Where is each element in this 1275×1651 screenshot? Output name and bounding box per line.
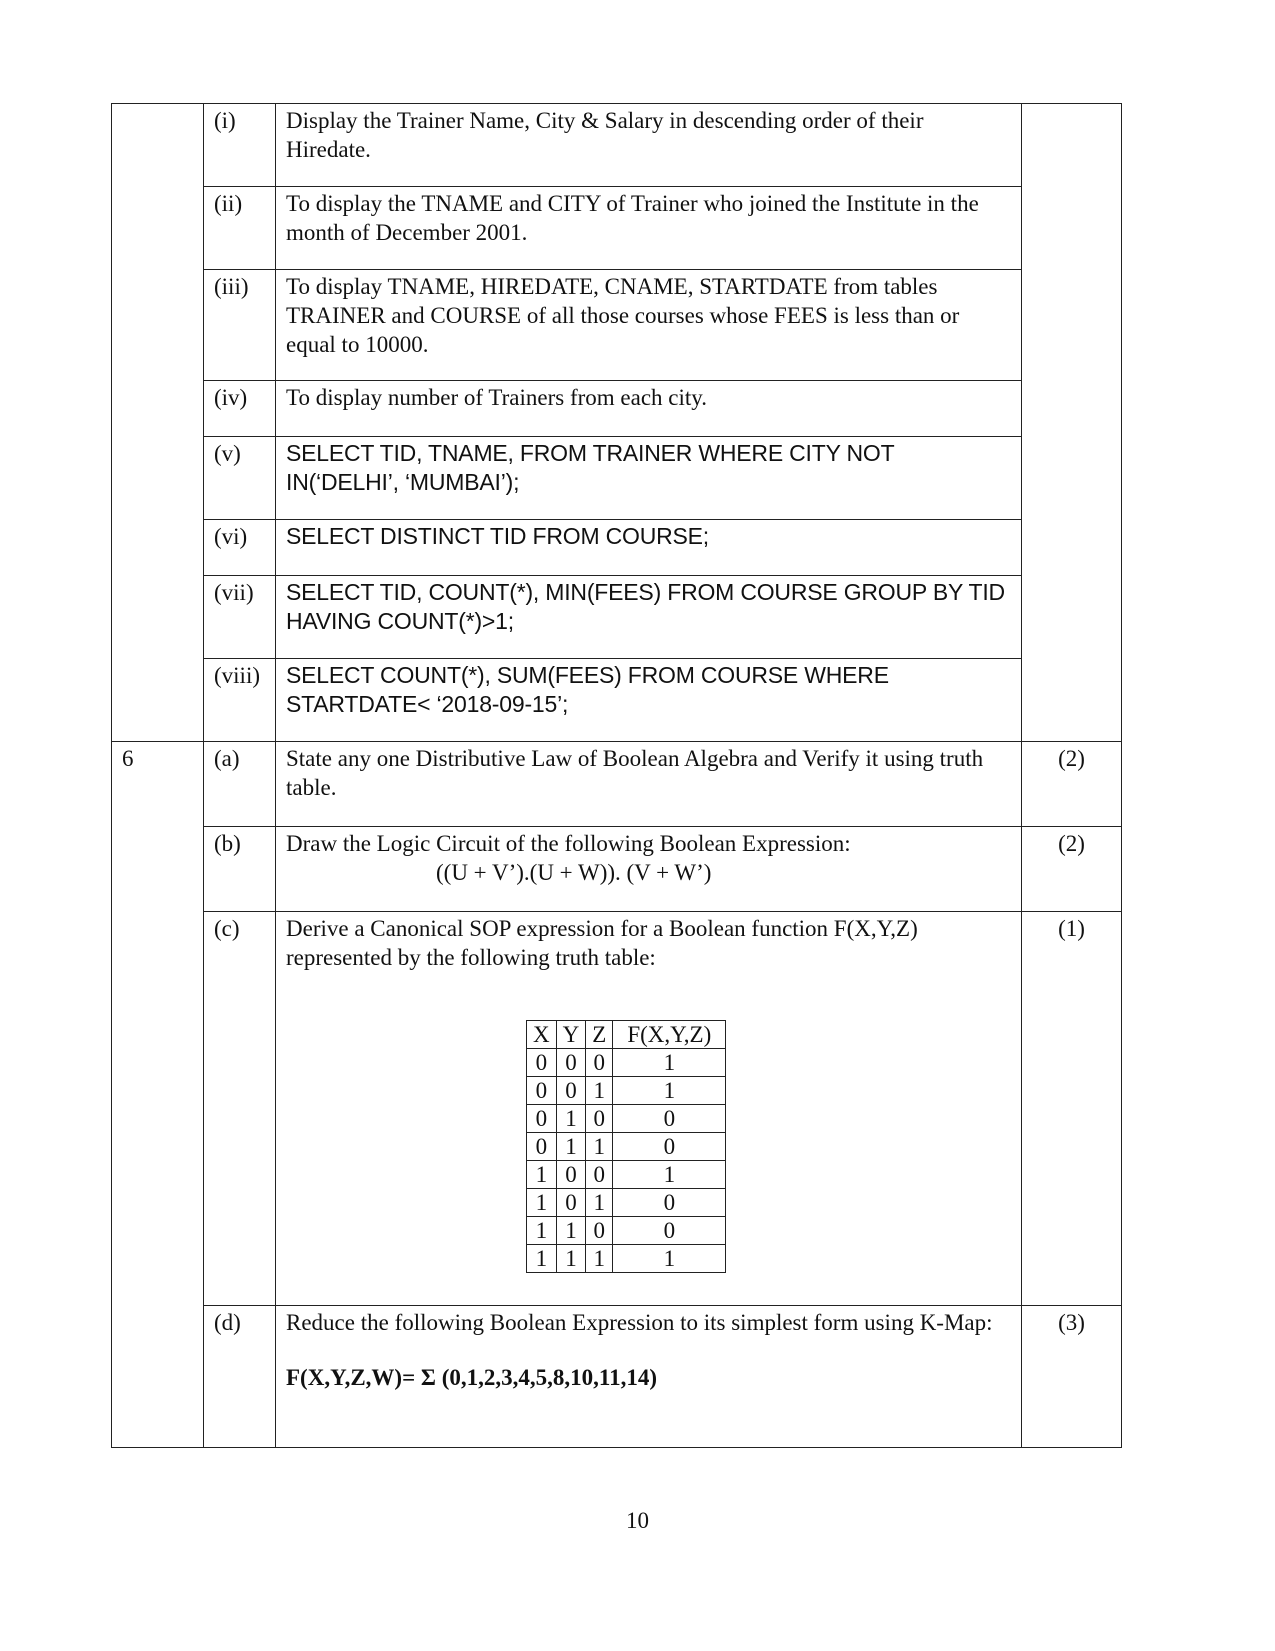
marks: (2) — [1022, 827, 1122, 912]
cell: 0 — [586, 1105, 613, 1133]
truth-table-row — [527, 1245, 726, 1273]
question-table — [111, 103, 1122, 1448]
cell: 1 — [586, 1245, 613, 1273]
item-text: State any one Distributive Law of Boolean Algebra and Verify it using truth table. — [276, 742, 1022, 827]
sql-item-row — [112, 104, 1122, 187]
marks: (3) — [1022, 1306, 1122, 1448]
cell: 1 — [556, 1133, 586, 1161]
cell: 0 — [613, 1217, 726, 1245]
item-text: SELECT TID, TNAME, FROM TRAINER WHERE CITY NOT IN(‘DELHI’, ‘MUMBAI’); — [276, 437, 1022, 520]
item-label: (i) — [204, 104, 276, 187]
cell: 0 — [556, 1189, 586, 1217]
q6a-row — [112, 742, 1122, 827]
cell: 0 — [556, 1161, 586, 1189]
q6b-row — [112, 827, 1122, 912]
cell: 1 — [586, 1133, 613, 1161]
cell: 0 — [586, 1161, 613, 1189]
sql-item-row — [112, 659, 1122, 742]
item-text: To display the TNAME and CITY of Trainer who joined the Institute in the month of December 2001. — [276, 187, 1022, 270]
item-text: Reduce the following Boolean Expression to its simplest form using K-Map: — [286, 1310, 993, 1335]
question-number-cell — [112, 104, 204, 187]
truth-table — [526, 1020, 726, 1273]
sql-item-row — [112, 187, 1122, 270]
cell: 1 — [613, 1161, 726, 1189]
sql-item-row — [112, 381, 1122, 437]
item-label: (a) — [204, 742, 276, 827]
marks: (2) — [1022, 742, 1122, 827]
cell: 0 — [613, 1189, 726, 1217]
q6d-row — [112, 1306, 1122, 1448]
cell: 1 — [556, 1217, 586, 1245]
cell: 1 — [527, 1189, 557, 1217]
cell: 0 — [586, 1217, 613, 1245]
cell: 1 — [527, 1217, 557, 1245]
sop-expression: F(X,Y,Z,W)= Σ (0,1,2,3,4,5,8,10,11,14) — [286, 1365, 658, 1390]
page-number: 10 — [626, 1508, 649, 1533]
cell: 0 — [527, 1049, 557, 1077]
item-label: (iv) — [204, 381, 276, 437]
marks: (1) — [1022, 912, 1122, 1306]
item-text: SELECT TID, COUNT(*), MIN(FEES) FROM COURSE GROUP BY TID HAVING COUNT(*)>1; — [276, 576, 1022, 659]
cell: 0 — [556, 1077, 586, 1105]
cell: 1 — [527, 1161, 557, 1189]
item-text: To display number of Trainers from each city. — [276, 381, 1022, 437]
question-number: 6 — [112, 742, 204, 827]
cell: 1 — [556, 1105, 586, 1133]
item-text: To display TNAME, HIREDATE, CNAME, STARTDATE from tables TRAINER and COURSE of all those courses whose FEES is less than or equal to 10000. — [276, 270, 1022, 381]
sql-item-row — [112, 437, 1122, 520]
cell: 1 — [586, 1077, 613, 1105]
item-text: SELECT COUNT(*), SUM(FEES) FROM COURSE WHERE STARTDATE< ‘2018-09-15’; — [276, 659, 1022, 742]
cell: 1 — [613, 1049, 726, 1077]
cell: 1 — [613, 1077, 726, 1105]
header-cell: Z — [586, 1021, 613, 1049]
cell: 1 — [556, 1245, 586, 1273]
item-text: Display the Trainer Name, City & Salary in descending order of their Hiredate. — [276, 104, 1022, 187]
cell: 1 — [586, 1189, 613, 1217]
item-label: (c) — [204, 912, 276, 1306]
cell: 0 — [527, 1077, 557, 1105]
marks-cell — [1022, 104, 1122, 187]
item-label: (d) — [204, 1306, 276, 1448]
item-text: Derive a Canonical SOP expression for a Boolean function F(X,Y,Z) represented by the following truth table: — [286, 916, 918, 970]
truth-table-header — [527, 1021, 726, 1049]
q6c-row — [112, 912, 1122, 1306]
truth-table-row — [527, 1189, 726, 1217]
truth-table-row — [527, 1161, 726, 1189]
cell: 0 — [527, 1133, 557, 1161]
sql-item-row — [112, 576, 1122, 659]
header-cell: X — [527, 1021, 557, 1049]
cell: 1 — [613, 1245, 726, 1273]
truth-table-row — [527, 1217, 726, 1245]
item-label: (ii) — [204, 187, 276, 270]
header-cell: Y — [556, 1021, 586, 1049]
cell: 0 — [613, 1105, 726, 1133]
item-label: (iii) — [204, 270, 276, 381]
sql-item-row — [112, 520, 1122, 576]
item-text: Draw the Logic Circuit of the following Boolean Expression: — [286, 831, 851, 856]
item-label: (vi) — [204, 520, 276, 576]
item-label: (vii) — [204, 576, 276, 659]
header-cell: F(X,Y,Z) — [613, 1021, 726, 1049]
boolean-expression: ((U + V’).(U + W)). (V + W’) — [436, 860, 712, 885]
cell: 1 — [527, 1245, 557, 1273]
truth-table-row — [527, 1077, 726, 1105]
item-label: (viii) — [204, 659, 276, 742]
item-text: SELECT DISTINCT TID FROM COURSE; — [276, 520, 1022, 576]
item-label: (v) — [204, 437, 276, 520]
sql-item-row — [112, 270, 1122, 381]
truth-table-row — [527, 1133, 726, 1161]
item-label: (b) — [204, 827, 276, 912]
cell: 0 — [586, 1049, 613, 1077]
cell: 0 — [613, 1133, 726, 1161]
cell: 0 — [527, 1105, 557, 1133]
truth-table-row — [527, 1049, 726, 1077]
truth-table-row — [527, 1105, 726, 1133]
cell: 0 — [556, 1049, 586, 1077]
